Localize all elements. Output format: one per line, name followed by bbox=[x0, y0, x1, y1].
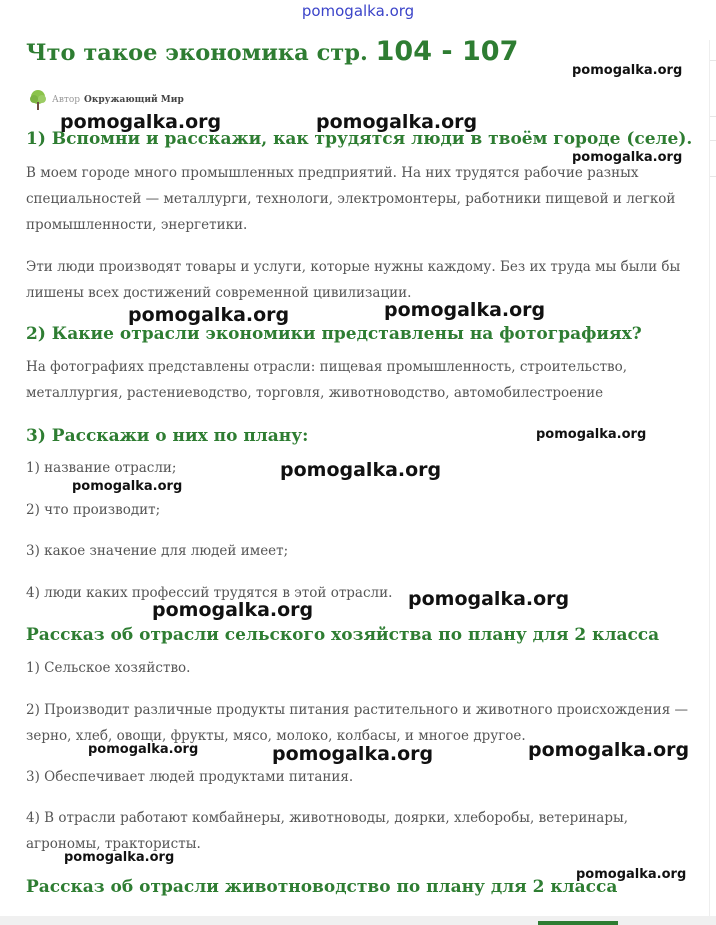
watermark: pomogalka.org bbox=[384, 299, 546, 321]
watermark: pomogalka.org bbox=[572, 150, 683, 165]
question-2-heading: 2) Какие отрасли экономики представлены на фотографиях? bbox=[26, 324, 642, 344]
site-header-link[interactable]: pomogalka.org bbox=[301, 2, 415, 20]
watermark: pomogalka.org bbox=[576, 867, 687, 882]
agriculture-item: 4) В отрасли работают комбайнеры, животноводы, доярки, хлеборобы, ветеринары, агрономы, трактористы. bbox=[26, 810, 629, 852]
sidebar-widget bbox=[710, 60, 716, 117]
plan-item: 2) что производит; bbox=[26, 502, 161, 518]
watermark: pomogalka.org bbox=[128, 304, 290, 326]
watermark: pomogalka.org bbox=[152, 599, 314, 621]
plan-item: 3) какое значение для людей имеет; bbox=[26, 543, 289, 559]
watermark: pomogalka.org bbox=[272, 743, 434, 765]
watermark: pomogalka.org bbox=[572, 63, 683, 78]
question-3-heading: 3) Расскажи о них по плану: bbox=[26, 426, 309, 446]
watermark: pomogalka.org bbox=[316, 111, 478, 133]
plan-item: 1) название отрасли; bbox=[26, 460, 177, 476]
agriculture-item: 1) Сельское хозяйство. bbox=[26, 660, 191, 676]
author-name[interactable]: Окружающий Мир bbox=[84, 95, 184, 105]
livestock-heading: Рассказ об отрасли животноводство по плану для 2 класса bbox=[26, 877, 618, 897]
watermark: pomogalka.org bbox=[60, 111, 222, 133]
question-2-paragraph: На фотографиях представлены отрасли: пищевая промышленность, строительство, металлургия, растениеводство, торговля, животноводство, автомобилестроение bbox=[26, 359, 628, 401]
agriculture-item: 2) Производит различные продукты питания растительного и животного происхождения — зерно, хлеб, овощи, фрукты, мясо, молоко, колбасы, и многое другое. bbox=[26, 702, 689, 744]
title-text: Что такое экономика стр. bbox=[26, 40, 368, 66]
plan-item: 4) люди каких профессий трудятся в этой отрасли. bbox=[26, 585, 393, 601]
watermark: pomogalka.org bbox=[88, 742, 199, 757]
agriculture-heading: Рассказ об отрасли сельского хозяйства по плану для 2 класса bbox=[26, 625, 660, 645]
question-1-heading: 1) Вспомни и расскажи, как трудятся люди в твоём городе (селе). bbox=[26, 129, 693, 149]
author-line bbox=[28, 89, 184, 111]
watermark: pomogalka.org bbox=[64, 850, 175, 865]
watermark: pomogalka.org bbox=[280, 459, 442, 481]
page-title bbox=[26, 36, 518, 67]
author-prefix: Автор bbox=[52, 95, 81, 105]
sidebar-widget bbox=[710, 140, 716, 177]
watermark: pomogalka.org bbox=[72, 479, 183, 494]
watermark: pomogalka.org bbox=[528, 739, 690, 761]
question-1-paragraph-1: В моем городе много промышленных предприятий. На них трудятся рабочие разных специальностей — металлурги, технологи, электромонтеры, работники пищевой и легкой промышленности, энергетики. bbox=[26, 165, 676, 233]
watermark: pomogalka.org bbox=[408, 588, 570, 610]
agriculture-item: 3) Обеспечивает людей продуктами питания. bbox=[26, 769, 354, 785]
question-1-paragraph-2: Эти люди производят товары и услуги, которые нужны каждому. Без их труда мы были бы лишены всех достижений современной цивилизации. bbox=[26, 259, 681, 301]
footer-accent bbox=[538, 921, 618, 925]
watermark: pomogalka.org bbox=[536, 427, 647, 442]
title-pages: 104 - 107 bbox=[375, 36, 519, 67]
tree-icon bbox=[28, 89, 48, 111]
